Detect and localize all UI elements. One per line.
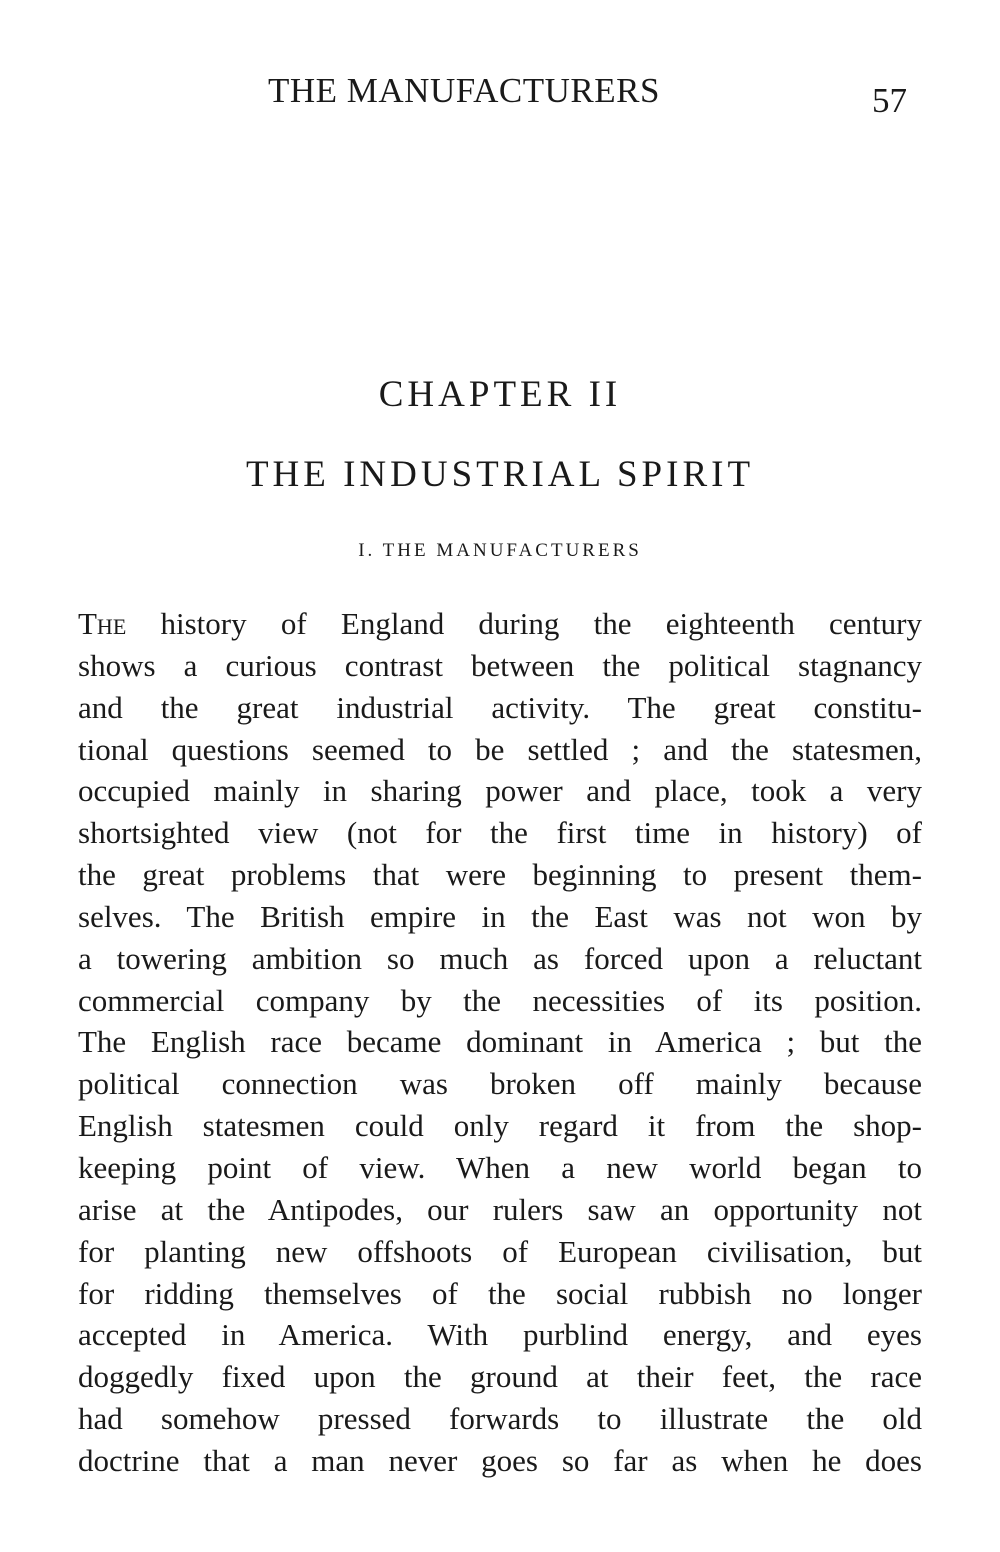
text-line: keeping point of view. When a new world began to: [78, 1149, 922, 1185]
text-line: and the great industrial activity. The great constitu-: [78, 689, 922, 725]
text-line: selves. The British empire in the East was not won by: [78, 898, 922, 934]
text-line: shows a curious contrast between the political stagnancy: [78, 647, 922, 683]
text-line: doctrine that a man never goes so far as when he does: [78, 1442, 922, 1478]
lead-word: The: [78, 606, 127, 641]
text-line: a towering ambition so much as forced upon a reluctant: [78, 940, 922, 976]
text-line: The history of England during the eighteenth century: [78, 606, 922, 641]
text-line: commercial company by the necessities of its position.: [78, 982, 922, 1018]
text-line: tional questions seemed to be settled ; and the statesmen,: [78, 731, 922, 767]
text-line: accepted in America. With purblind energy, and eyes: [78, 1317, 922, 1353]
text-line: political connection was broken off mainly because: [78, 1066, 922, 1102]
text-line: the great problems that were beginning to present them-: [78, 857, 922, 893]
text-line: doggedly fixed upon the ground at their feet, the race: [78, 1359, 922, 1395]
page-number: 57: [872, 81, 907, 120]
body-paragraph: [78, 603, 922, 1482]
running-head-title: THE MANUFACTURERS: [268, 71, 660, 110]
chapter-number: CHAPTER II: [378, 374, 622, 415]
text-line: English statesmen could only regard it from the shop-: [78, 1108, 922, 1144]
chapter-title: THE INDUSTRIAL SPIRIT: [245, 454, 755, 495]
text-line: arise at the Antipodes, our rulers saw an opportunity not: [78, 1191, 922, 1227]
text-line: had somehow pressed forwards to illustrate the old: [78, 1401, 922, 1437]
running-head: [0, 66, 1000, 120]
text-line: occupied mainly in sharing power and place, took a very: [78, 773, 922, 809]
text-line: shortsighted view (not for the first time in history) of: [78, 815, 922, 851]
text-line: for ridding themselves of the social rubbish no longer: [78, 1275, 922, 1311]
text-line: The English race became dominant in America ; but the: [78, 1024, 922, 1060]
text-line: for planting new offshoots of European civilisation, but: [78, 1233, 922, 1269]
section-heading: I. THE MANUFACTURERS: [358, 540, 642, 561]
